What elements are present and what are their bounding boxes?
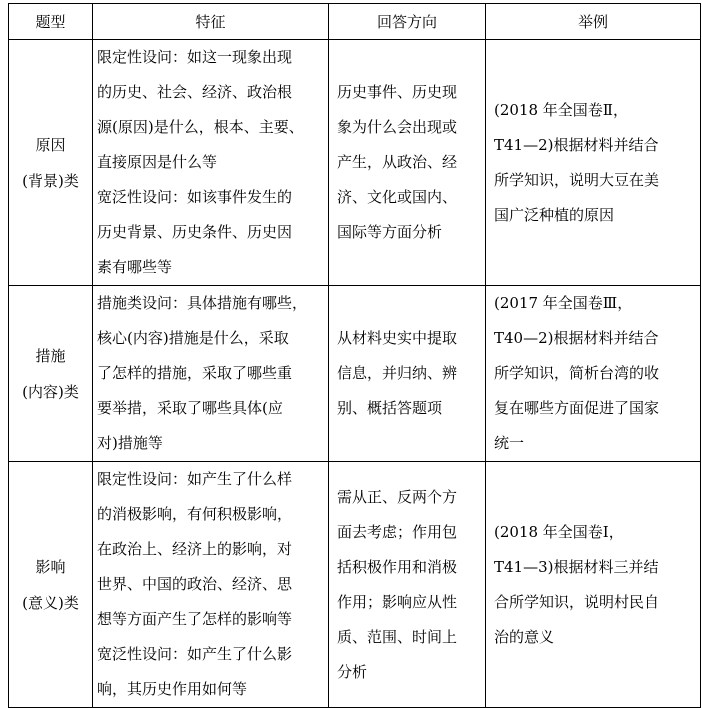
direction-line: 作用；影响应从性 <box>337 592 458 611</box>
feature-line: 直接原因是什么等 <box>97 153 218 171</box>
direction-line: 需从正、反两个方 <box>337 487 458 506</box>
feature-line: 对)措施等 <box>97 434 163 452</box>
feature-line: 要举措，采取了哪些具体(应 <box>97 399 283 417</box>
direction-cell <box>329 462 486 708</box>
question-type-table <box>8 3 701 708</box>
direction-cell <box>329 286 486 462</box>
type-line: (背景)类 <box>22 171 79 190</box>
direction-line: 产生，从政治、经 <box>337 153 458 171</box>
feature-line: 了怎样的措施，采取了哪些重 <box>97 364 293 382</box>
header-direction: 回答方向 <box>329 4 486 40</box>
direction-line: 面去考虑；作用包 <box>337 522 458 541</box>
type-cell <box>9 286 93 462</box>
direction-line: 从材料史实中提取 <box>337 329 458 347</box>
feature-line: 世界、中国的政治、经济、思 <box>97 575 293 593</box>
feature-line: 素有哪些等 <box>97 258 173 276</box>
example-cell <box>486 40 701 286</box>
feature-line: 核心(内容)措施是什么，采取 <box>97 329 289 347</box>
example-line: T41—2)根据材料并结合 <box>494 135 659 154</box>
type-line: 原因 <box>35 135 66 154</box>
table-row <box>9 286 701 462</box>
example-cell <box>486 286 701 462</box>
feature-line: 在政治上、经济上的影响，对 <box>97 540 293 558</box>
example-line: 所学知识，简析台湾的收 <box>494 364 660 382</box>
direction-line: 信息，并归纳、辨 <box>337 364 458 382</box>
feature-cell <box>93 286 329 462</box>
example-line: 国广泛种植的原因 <box>494 205 615 224</box>
header-row <box>9 4 701 40</box>
header-feature: 特征 <box>93 4 329 40</box>
feature-line: 宽泛性设问：如产生了什么影 <box>97 645 293 663</box>
example-line: 统一 <box>494 434 525 452</box>
feature-cell <box>93 462 329 708</box>
feature-line: 措施类设问：具体措施有哪些， <box>97 294 308 312</box>
example-cell <box>486 462 701 708</box>
example-line: 合所学知识，说明村民自 <box>494 592 660 611</box>
feature-line: 限定性设问：如这一现象出现 <box>97 48 293 66</box>
direction-line: 象为什么会出现或 <box>337 118 458 136</box>
header-type: 题型 <box>9 4 93 40</box>
direction-line: 括积极作用和消极 <box>337 557 458 576</box>
feature-line: 响，其历史作用如何等 <box>97 680 248 698</box>
direction-line: 别、概括答题项 <box>337 399 443 417</box>
example-line: 所学知识，说明大豆在美 <box>494 170 660 189</box>
feature-cell <box>93 40 329 286</box>
type-cell <box>9 40 93 286</box>
type-cell <box>9 462 93 708</box>
example-line: (2017 年全国卷Ⅲ， <box>494 294 633 312</box>
example-line: 复在哪些方面促进了国家 <box>494 399 660 417</box>
header-example: 举例 <box>486 4 701 40</box>
direction-line: 历史事件、历史现 <box>337 83 458 101</box>
example-line: (2018 年全国卷Ⅰ， <box>494 522 624 541</box>
direction-line: 质、范围、时间上 <box>337 627 458 646</box>
feature-line: 想等方面产生了怎样的影响等 <box>97 610 293 628</box>
type-line: (内容)类 <box>22 382 79 401</box>
type-line: 措施 <box>35 346 66 365</box>
feature-line: 源(原因)是什么，根本、主要、 <box>97 118 304 136</box>
direction-line: 济、文化或国内、 <box>337 188 458 206</box>
feature-line: 的历史、社会、经济、政治根 <box>97 83 293 101</box>
table-row <box>9 40 701 286</box>
feature-line: 宽泛性设问：如该事件发生的 <box>97 188 293 206</box>
type-line: 影响 <box>35 557 66 576</box>
type-line: (意义)类 <box>22 593 79 612</box>
direction-line: 分析 <box>337 662 368 681</box>
feature-line: 历史背景、历史条件、历史因 <box>97 223 293 241</box>
feature-line: 的消极影响，有何积极影响， <box>97 505 293 523</box>
direction-cell <box>329 40 486 286</box>
table-row <box>9 462 701 708</box>
example-line: (2018 年全国卷Ⅱ， <box>494 100 628 119</box>
feature-line: 限定性设问：如产生了什么样 <box>97 470 293 488</box>
example-line: 治的意义 <box>494 627 555 646</box>
direction-line: 国际等方面分析 <box>337 223 443 241</box>
example-line: T40—2)根据材料并结合 <box>494 329 659 347</box>
example-line: T41—3)根据材料三并结 <box>494 557 659 576</box>
